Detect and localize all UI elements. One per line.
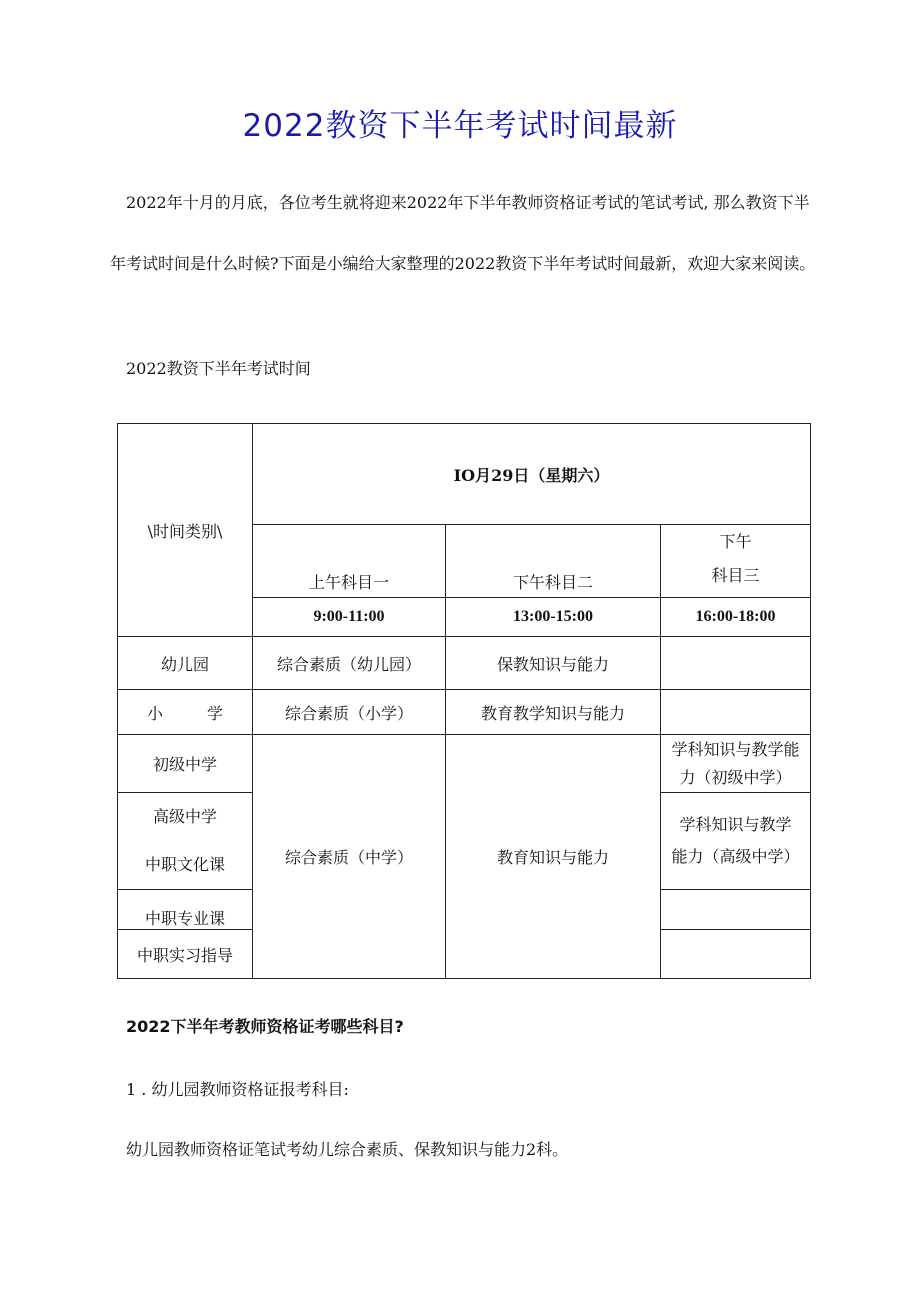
kindergarten-subject1: 综合素质（幼儿园） (253, 637, 446, 690)
session-1-time: 9:00-11:00 (253, 598, 446, 637)
category-vocational-pro: 中职专业课 (118, 890, 253, 930)
table-row (118, 637, 811, 690)
category-primary (118, 690, 253, 735)
exam-date-header: IO月29日（星期六） (253, 424, 811, 525)
table-row (118, 690, 811, 735)
junior-subject3-line2: 力（初级中学） (679, 767, 792, 787)
kindergarten-subject3 (661, 637, 811, 690)
session-2-name: 下午科目二 (446, 525, 661, 598)
category-junior: 初级中学 (118, 735, 253, 793)
category-kindergarten: 幼儿园 (118, 637, 253, 690)
category-senior (118, 793, 253, 890)
junior-subject3-line1: 学科知识与教学能 (671, 739, 800, 759)
category-senior-line2: 中职文化课 (144, 855, 225, 874)
session-3-time: 16:00-18:00 (661, 598, 811, 637)
session-3-name (661, 525, 811, 598)
session-3-name-line2: 科目三 (711, 566, 760, 585)
page-title: 2022教资下半年考试时间最新 (242, 108, 678, 144)
senior-subject3-line2: 能力（高级中学） (671, 847, 800, 866)
kindergarten-subject2: 保教知识与能力 (446, 637, 661, 690)
category-primary-b: 学 (207, 703, 224, 723)
question-heading: 2022下半年考教师资格证考哪些科目? (126, 1017, 404, 1036)
session-2-time: 13:00-15:00 (446, 598, 661, 637)
middle-subject1: 综合素质（中学） (253, 735, 446, 979)
primary-subject2: 教育教学知识与能力 (446, 690, 661, 735)
category-senior-line1: 高级中学 (152, 807, 217, 826)
session-3-name-line1: 下午 (719, 532, 752, 551)
primary-subject3 (661, 690, 811, 735)
primary-subject1: 综合素质（小学） (253, 690, 446, 735)
senior-subject3-line1: 学科知识与教学 (679, 815, 792, 834)
category-vocational-practice: 中职实习指导 (118, 930, 253, 979)
senior-subject3 (661, 793, 811, 890)
junior-subject3 (661, 735, 811, 793)
table-row (118, 735, 811, 793)
vocational-practice-subject3 (661, 930, 811, 979)
middle-subject2: 教育知识与能力 (446, 735, 661, 979)
exam-schedule-table (117, 423, 811, 979)
item1-text: 幼儿园教师资格证笔试考幼儿综合素质、保教知识与能力2科。 (126, 1140, 569, 1159)
table-corner-cell: \时间类别\ (118, 424, 253, 637)
intro-paragraph: 2022年十月的月底，各位考生就将迎来2022年下半年教师资格证考试的笔试考试, 那么教资下半年考试时间是什么时候?下面是小编给大家整理的2022教资下半年考试时间最新，欢迎大家来阅读。 (110, 193, 816, 273)
item1-heading: 1 . 幼儿园教师资格证报考科目: (126, 1080, 349, 1099)
category-primary-a: 小 (146, 703, 163, 723)
session-1-name: 上午科目一 (253, 525, 446, 598)
vocational-pro-subject3 (661, 890, 811, 930)
section-label: 2022教资下半年考试时间 (126, 359, 311, 378)
